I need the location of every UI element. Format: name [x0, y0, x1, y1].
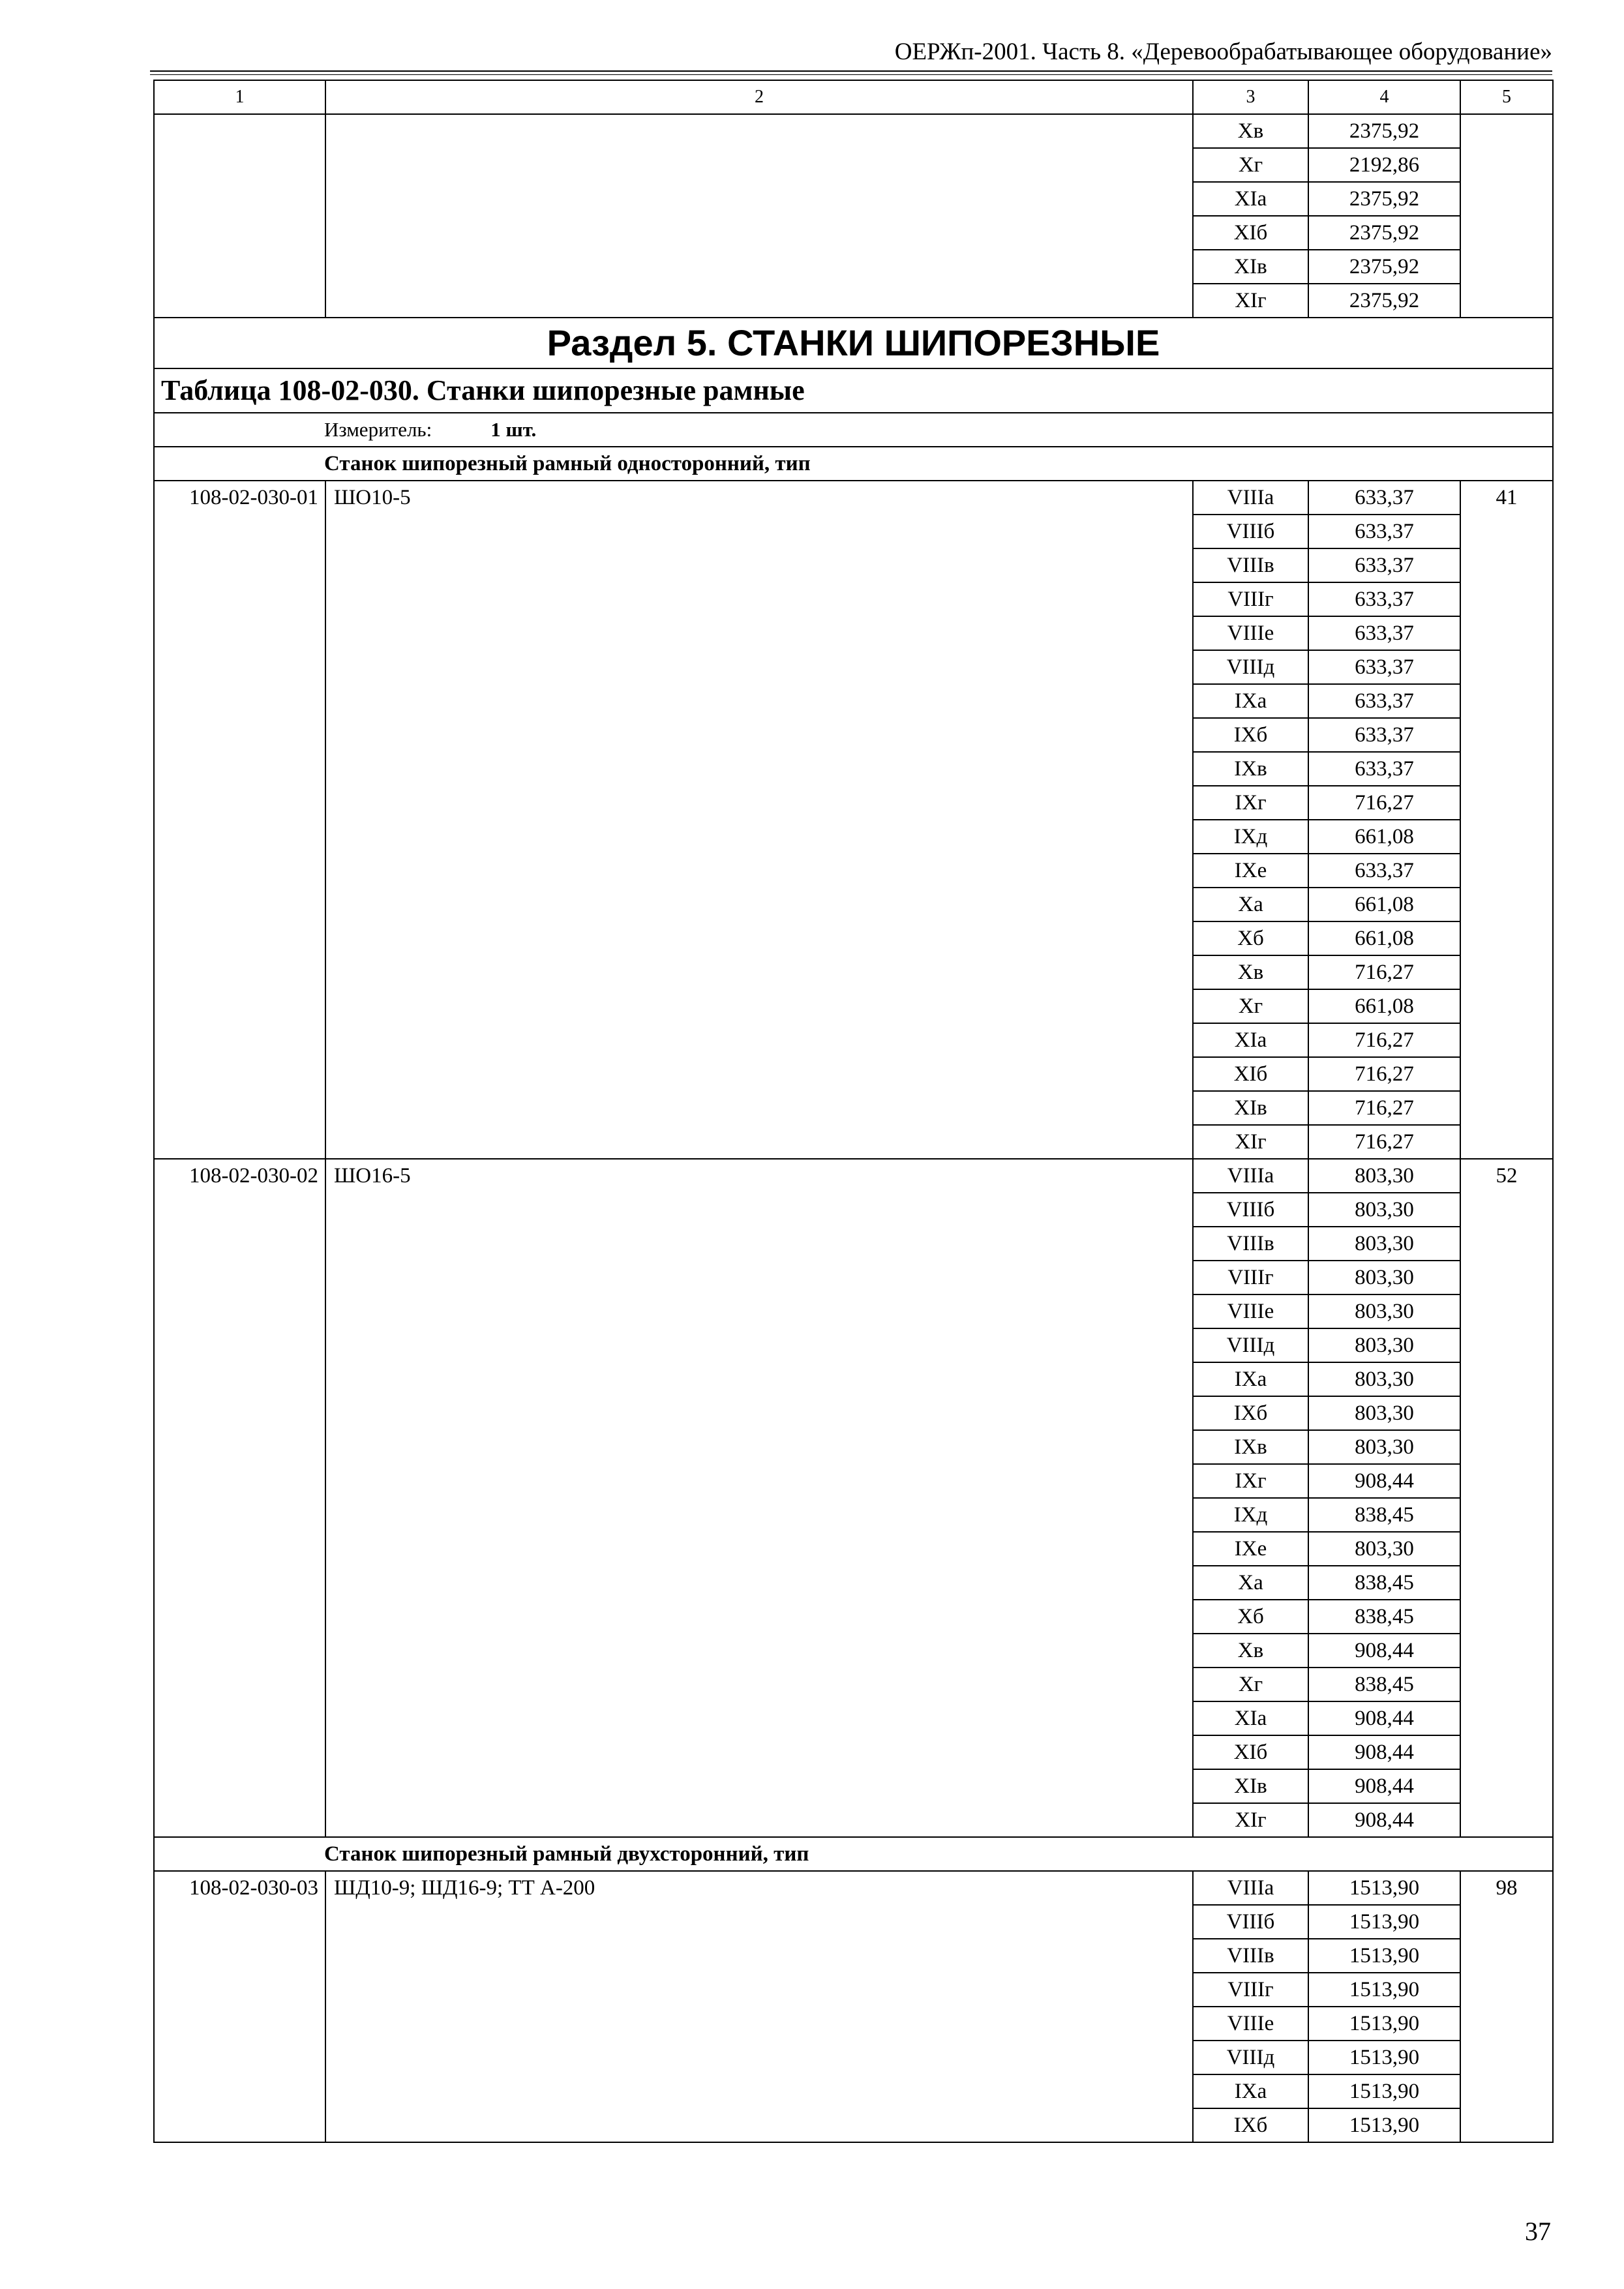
price-cell: 2375,92 — [1308, 284, 1460, 318]
table-row — [154, 114, 1553, 148]
price-cell: 2375,92 — [1308, 250, 1460, 284]
col5-value: 41 — [1460, 481, 1553, 1159]
zone-cell: Хв — [1193, 114, 1308, 148]
group-row — [154, 1837, 1553, 1871]
price-cell: 716,27 — [1308, 1091, 1460, 1125]
price-cell: 803,30 — [1308, 1532, 1460, 1566]
group-title: Станок шипорезный рамный односторонний, тип — [154, 447, 1553, 481]
price-cell: 803,30 — [1308, 1362, 1460, 1396]
column-number: 2 — [325, 80, 1193, 114]
price-cell: 661,08 — [1308, 888, 1460, 921]
zone-cell: VIIIг — [1193, 1261, 1308, 1294]
zone-cell: IХе — [1193, 854, 1308, 888]
zone-cell: ХIг — [1193, 1803, 1308, 1837]
price-cell: 633,37 — [1308, 515, 1460, 548]
zone-cell: IХб — [1193, 1396, 1308, 1430]
price-cell: 661,08 — [1308, 820, 1460, 854]
zone-cell: VIIIд — [1193, 2041, 1308, 2074]
price-cell: 803,30 — [1308, 1430, 1460, 1464]
zone-cell: Хб — [1193, 921, 1308, 955]
running-header: ОЕРЖп-2001. Часть 8. «Деревообрабатывающее оборудование» — [894, 38, 1552, 65]
price-cell: 633,37 — [1308, 752, 1460, 786]
meter-row — [154, 413, 1553, 447]
zone-cell: Хв — [1193, 955, 1308, 989]
price-cell: 1513,90 — [1308, 1973, 1460, 2007]
zone-cell: Хг — [1193, 989, 1308, 1023]
price-cell: 716,27 — [1308, 786, 1460, 820]
price-cell: 661,08 — [1308, 989, 1460, 1023]
meter-value: 1 шт. — [490, 418, 537, 441]
price-cell: 803,30 — [1308, 1294, 1460, 1328]
item-code: 108-02-030-02 — [154, 1159, 325, 1837]
item-code: 108-02-030-01 — [154, 481, 325, 1159]
item-name: ШД10-9; ШД16-9; ТТ А-200 — [325, 1871, 1193, 2142]
zone-cell: ХIг — [1193, 1125, 1308, 1159]
zone-cell: Хг — [1193, 1668, 1308, 1701]
zone-cell: IХв — [1193, 752, 1308, 786]
zone-cell: IХа — [1193, 1362, 1308, 1396]
price-cell: 2375,92 — [1308, 114, 1460, 148]
price-cell: 1513,90 — [1308, 2074, 1460, 2108]
meter-label: Измеритель: — [324, 418, 432, 441]
price-cell: 633,37 — [1308, 548, 1460, 582]
zone-cell: Ха — [1193, 1566, 1308, 1600]
price-cell: 633,37 — [1308, 684, 1460, 718]
price-cell: 803,30 — [1308, 1396, 1460, 1430]
zone-cell: ХIв — [1193, 1091, 1308, 1125]
price-cell: 838,45 — [1308, 1566, 1460, 1600]
zone-cell: Хб — [1193, 1600, 1308, 1634]
price-cell: 908,44 — [1308, 1803, 1460, 1837]
column-number: 1 — [154, 80, 325, 114]
item-name: ШО10-5 — [325, 481, 1193, 1159]
price-cell: 2375,92 — [1308, 182, 1460, 216]
price-table — [153, 80, 1554, 2143]
zone-cell: VIIIг — [1193, 1973, 1308, 2007]
price-cell: 908,44 — [1308, 1634, 1460, 1668]
zone-cell: IХб — [1193, 2108, 1308, 2142]
price-cell: 908,44 — [1308, 1701, 1460, 1735]
price-cell: 633,37 — [1308, 481, 1460, 515]
page-number: 37 — [1525, 2217, 1551, 2246]
zone-cell: IХб — [1193, 718, 1308, 752]
zone-cell: ХIб — [1193, 1057, 1308, 1091]
zone-cell: IХв — [1193, 1430, 1308, 1464]
zone-cell: VIIIе — [1193, 1294, 1308, 1328]
col5-value: 52 — [1460, 1159, 1553, 1837]
zone-cell: VIIIа — [1193, 1871, 1308, 1905]
zone-cell: ХIг — [1193, 284, 1308, 318]
zone-cell: ХIв — [1193, 250, 1308, 284]
item-code: 108-02-030-03 — [154, 1871, 325, 2142]
price-cell: 803,30 — [1308, 1227, 1460, 1261]
zone-cell: IХг — [1193, 1464, 1308, 1498]
code-cell — [154, 114, 325, 318]
zone-cell: ХIв — [1193, 1769, 1308, 1803]
price-cell: 716,27 — [1308, 955, 1460, 989]
table-title: Таблица 108-02-030. Станки шипорезные рамные — [154, 368, 1553, 413]
zone-cell: ХIб — [1193, 216, 1308, 250]
price-cell: 716,27 — [1308, 1057, 1460, 1091]
price-cell: 633,37 — [1308, 616, 1460, 650]
zone-cell: VIIIб — [1193, 515, 1308, 548]
column-numbers-row — [154, 80, 1553, 114]
price-cell: 633,37 — [1308, 718, 1460, 752]
zone-cell: ХIа — [1193, 1701, 1308, 1735]
zone-cell: IХе — [1193, 1532, 1308, 1566]
price-cell: 838,45 — [1308, 1600, 1460, 1634]
zone-cell: VIIIг — [1193, 582, 1308, 616]
price-cell: 716,27 — [1308, 1125, 1460, 1159]
zone-cell: VIIIв — [1193, 1227, 1308, 1261]
zone-cell: VIIIа — [1193, 481, 1308, 515]
price-cell: 633,37 — [1308, 582, 1460, 616]
price-cell: 908,44 — [1308, 1464, 1460, 1498]
price-cell: 838,45 — [1308, 1668, 1460, 1701]
zone-cell: VIIIе — [1193, 2007, 1308, 2041]
group-row — [154, 447, 1553, 481]
table-row — [154, 1159, 1553, 1193]
zone-cell: VIIIе — [1193, 616, 1308, 650]
price-cell: 633,37 — [1308, 854, 1460, 888]
price-cell: 661,08 — [1308, 921, 1460, 955]
name-cell — [325, 114, 1193, 318]
column-number: 4 — [1308, 80, 1460, 114]
price-cell: 803,30 — [1308, 1193, 1460, 1227]
zone-cell: IХг — [1193, 786, 1308, 820]
zone-cell: ХIа — [1193, 1023, 1308, 1057]
zone-cell: IХд — [1193, 1498, 1308, 1532]
zone-cell: IХа — [1193, 684, 1308, 718]
col5-value: 98 — [1460, 1871, 1553, 2142]
zone-cell: IХд — [1193, 820, 1308, 854]
table-row — [154, 1871, 1553, 1905]
zone-cell: VIIIд — [1193, 650, 1308, 684]
column-number: 5 — [1460, 80, 1553, 114]
zone-cell: Ха — [1193, 888, 1308, 921]
section-title: Раздел 5. СТАНКИ ШИПОРЕЗНЫЕ — [154, 318, 1553, 368]
price-cell: 803,30 — [1308, 1328, 1460, 1362]
price-cell: 803,30 — [1308, 1261, 1460, 1294]
zone-cell: VIIIв — [1193, 1939, 1308, 1973]
price-cell: 1513,90 — [1308, 2108, 1460, 2142]
price-cell: 1513,90 — [1308, 1871, 1460, 1905]
zone-cell: VIIIв — [1193, 548, 1308, 582]
col5-cell — [1460, 114, 1553, 318]
zone-cell: ХIа — [1193, 182, 1308, 216]
zone-cell: VIIIб — [1193, 1193, 1308, 1227]
zone-cell: IХа — [1193, 2074, 1308, 2108]
price-cell: 633,37 — [1308, 650, 1460, 684]
meter-cell — [154, 413, 1553, 447]
item-name: ШО16-5 — [325, 1159, 1193, 1837]
zone-cell: VIIIа — [1193, 1159, 1308, 1193]
price-cell: 1513,90 — [1308, 2007, 1460, 2041]
column-number: 3 — [1193, 80, 1308, 114]
price-cell: 908,44 — [1308, 1735, 1460, 1769]
zone-cell: VIIIб — [1193, 1905, 1308, 1939]
price-cell: 838,45 — [1308, 1498, 1460, 1532]
table-row — [154, 481, 1553, 515]
price-cell: 803,30 — [1308, 1159, 1460, 1193]
price-cell: 1513,90 — [1308, 1939, 1460, 1973]
price-cell: 716,27 — [1308, 1023, 1460, 1057]
price-cell: 2192,86 — [1308, 148, 1460, 182]
price-cell: 908,44 — [1308, 1769, 1460, 1803]
table-title-row — [154, 368, 1553, 413]
zone-cell: VIIIд — [1193, 1328, 1308, 1362]
price-cell: 1513,90 — [1308, 1905, 1460, 1939]
section-row — [154, 318, 1553, 368]
price-cell: 2375,92 — [1308, 216, 1460, 250]
header-rule — [150, 70, 1552, 75]
group-title: Станок шипорезный рамный двухсторонний, тип — [154, 1837, 1553, 1871]
price-cell: 1513,90 — [1308, 2041, 1460, 2074]
zone-cell: Хв — [1193, 1634, 1308, 1668]
zone-cell: ХIб — [1193, 1735, 1308, 1769]
zone-cell: Хг — [1193, 148, 1308, 182]
